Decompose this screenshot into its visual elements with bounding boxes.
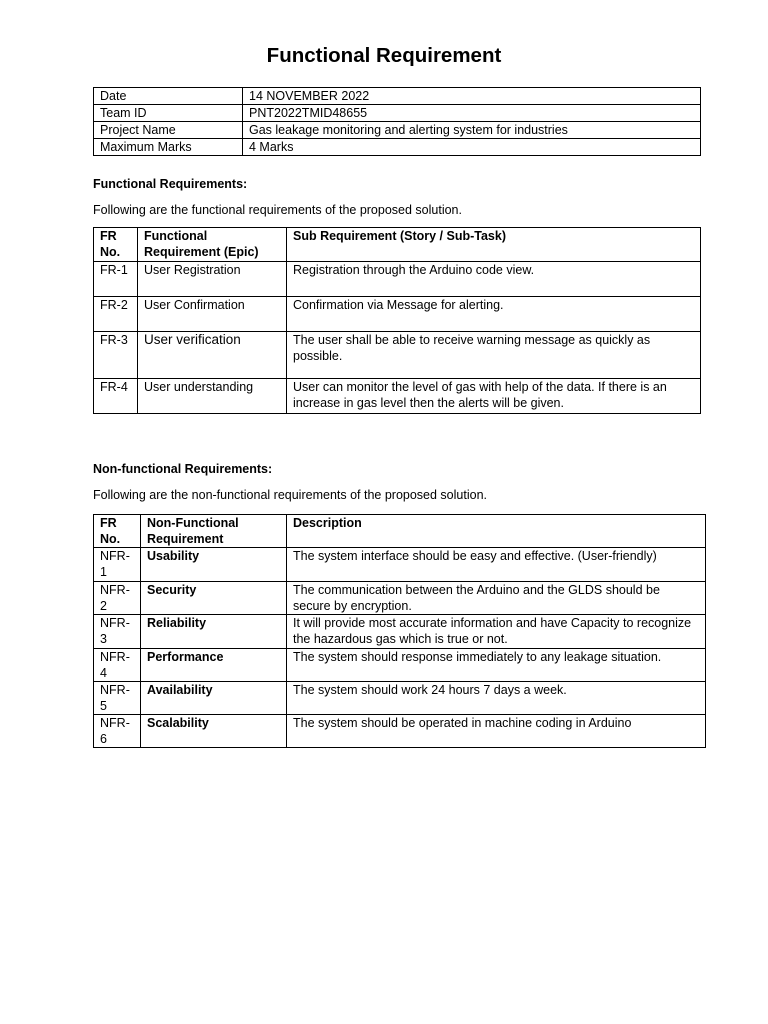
- fr-number: FR-4: [94, 379, 138, 414]
- fr-sub-requirement: Registration through the Arduino code view.: [287, 262, 701, 297]
- table-row: [94, 615, 706, 649]
- nfr-description: The system should response immediately to any leakage situation.: [287, 649, 706, 682]
- fr-sub-requirement: User can monitor the level of gas with help of the data. If there is an increase in gas level then the alerts will be given.: [287, 379, 701, 414]
- fr-epic: User understanding: [138, 379, 287, 414]
- nfr-number: NFR-5: [94, 682, 141, 715]
- info-value: 4 Marks: [243, 139, 701, 156]
- nfr-description: The system should be operated in machine coding in Arduino: [287, 715, 706, 748]
- table-row: [94, 548, 706, 582]
- nfr-description: It will provide most accurate information and have Capacity to recognize the hazardous gas which is true or not.: [287, 615, 706, 649]
- table-row: [94, 649, 706, 682]
- functional-requirements-intro: Following are the functional requirements of the proposed solution.: [93, 203, 462, 217]
- fr-epic: User Confirmation: [138, 297, 287, 332]
- info-value: PNT2022TMID48655: [243, 105, 701, 122]
- table-header-row: [94, 515, 706, 548]
- nfr-number: NFR-4: [94, 649, 141, 682]
- fr-sub-requirement: Confirmation via Message for alerting.: [287, 297, 701, 332]
- nfr-number: NFR-3: [94, 615, 141, 649]
- non-functional-requirements-table: [93, 514, 706, 748]
- info-label: Project Name: [94, 122, 243, 139]
- nfr-description: The system interface should be easy and effective. (User-friendly): [287, 548, 706, 582]
- nfr-description: The communication between the Arduino and the GLDS should be secure by encryption.: [287, 582, 706, 615]
- nfr-number: NFR-1: [94, 548, 141, 582]
- fr-sub-requirement: The user shall be able to receive warning message as quickly as possible.: [287, 332, 701, 379]
- fr-number: FR-2: [94, 297, 138, 332]
- page-title: Functional Requirement: [266, 44, 502, 67]
- nfr-requirement: Availability: [141, 682, 287, 715]
- non-functional-requirements-heading: Non-functional Requirements:: [93, 462, 273, 476]
- table-row: [94, 122, 701, 139]
- table-row: [94, 297, 701, 332]
- column-header: Non-Functional Requirement: [141, 515, 287, 548]
- fr-number: FR-1: [94, 262, 138, 297]
- functional-requirements-heading: Functional Requirements:: [93, 177, 248, 191]
- column-header: Description: [287, 515, 706, 548]
- info-label: Maximum Marks: [94, 139, 243, 156]
- table-header-row: [94, 228, 701, 262]
- table-row: [94, 582, 706, 615]
- info-value: 14 NOVEMBER 2022: [243, 88, 701, 105]
- info-value: Gas leakage monitoring and alerting system for industries: [243, 122, 701, 139]
- column-header: Functional Requirement (Epic): [138, 228, 287, 262]
- table-row: [94, 88, 701, 105]
- table-row: [94, 332, 701, 379]
- table-row: [94, 262, 701, 297]
- column-header: FR No.: [94, 515, 141, 548]
- column-header: Sub Requirement (Story / Sub-Task): [287, 228, 701, 262]
- project-info-table: [93, 87, 701, 156]
- fr-number: FR-3: [94, 332, 138, 379]
- nfr-description: The system should work 24 hours 7 days a week.: [287, 682, 706, 715]
- table-row: [94, 139, 701, 156]
- info-label: Team ID: [94, 105, 243, 122]
- info-label: Date: [94, 88, 243, 105]
- nfr-requirement: Security: [141, 582, 287, 615]
- fr-epic: User Registration: [138, 262, 287, 297]
- nfr-requirement: Performance: [141, 649, 287, 682]
- nfr-number: NFR-2: [94, 582, 141, 615]
- table-row: [94, 105, 701, 122]
- table-row: [94, 682, 706, 715]
- fr-epic: User verification: [138, 332, 287, 379]
- nfr-requirement: Usability: [141, 548, 287, 582]
- functional-requirements-table: [93, 227, 701, 414]
- column-header: FR No.: [94, 228, 138, 262]
- table-row: [94, 715, 706, 748]
- nfr-number: NFR-6: [94, 715, 141, 748]
- table-row: [94, 379, 701, 414]
- non-functional-requirements-intro: Following are the non-functional requirements of the proposed solution.: [93, 488, 487, 502]
- nfr-requirement: Scalability: [141, 715, 287, 748]
- nfr-requirement: Reliability: [141, 615, 287, 649]
